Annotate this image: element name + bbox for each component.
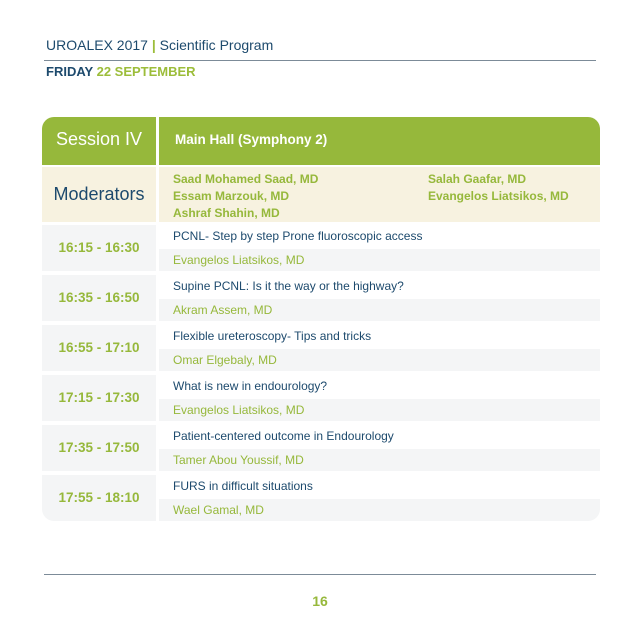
talk-time: 16:15 - 16:30 bbox=[42, 225, 156, 271]
session-label-cell bbox=[42, 117, 156, 165]
talk-time: 16:35 - 16:50 bbox=[42, 275, 156, 321]
session-header-row bbox=[42, 117, 600, 165]
talk-title: PCNL- Step by step Prone fluoroscopic access bbox=[159, 225, 600, 249]
talk-speaker: Evangelos Liatsikos, MD bbox=[159, 399, 600, 421]
talk-row bbox=[42, 425, 600, 471]
talk-title: Patient-centered outcome in Endourology bbox=[159, 425, 600, 449]
talk-time: 16:55 - 17:10 bbox=[42, 325, 156, 371]
document-header bbox=[46, 37, 273, 53]
moderators-label: Moderators bbox=[53, 184, 145, 204]
moderator-name: Saad Mohamed Saad, MD bbox=[173, 172, 319, 186]
talk-time: 17:35 - 17:50 bbox=[42, 425, 156, 471]
talk-speaker: Wael Gamal, MD bbox=[159, 499, 600, 521]
session-hall: Main Hall (Symphony 2) bbox=[175, 132, 328, 147]
moderators-label-cell bbox=[42, 167, 156, 222]
talk-speaker: Evangelos Liatsikos, MD bbox=[159, 249, 600, 271]
talk-row bbox=[42, 375, 600, 421]
day-date: 22 SEPTEMBER bbox=[96, 64, 196, 79]
page-number: 16 bbox=[312, 593, 328, 609]
talk-title: FURS in difficult situations bbox=[159, 475, 600, 499]
moderator-name: Ashraf Shahin, MD bbox=[173, 206, 280, 220]
talk-title: What is new in endourology? bbox=[159, 375, 600, 399]
footer-divider bbox=[44, 574, 596, 575]
talk-row bbox=[42, 325, 600, 371]
day-heading bbox=[46, 64, 196, 79]
header-separator: | bbox=[151, 37, 156, 53]
talk-time: 17:15 - 17:30 bbox=[42, 375, 156, 421]
day-name: FRIDAY bbox=[46, 64, 93, 79]
moderators-row bbox=[42, 167, 600, 222]
talk-speaker: Omar Elgebaly, MD bbox=[159, 349, 600, 371]
talk-row bbox=[42, 475, 600, 521]
talk-rows bbox=[42, 225, 600, 525]
moderators-column-2 bbox=[428, 171, 569, 205]
moderator-name: Evangelos Liatsikos, MD bbox=[428, 189, 569, 203]
talk-title: Flexible ureteroscopy- Tips and tricks bbox=[159, 325, 600, 349]
talk-row bbox=[42, 275, 600, 321]
talk-speaker: Tamer Abou Youssif, MD bbox=[159, 449, 600, 471]
header-divider bbox=[44, 60, 596, 61]
header-subtitle: Scientific Program bbox=[159, 37, 274, 53]
moderators-names-cell bbox=[159, 167, 600, 222]
moderators-column-1 bbox=[173, 171, 318, 222]
moderator-name: Salah Gaafar, MD bbox=[428, 172, 527, 186]
moderator-name: Essam Marzouk, MD bbox=[173, 189, 290, 203]
talk-title: Supine PCNL: Is it the way or the highway? bbox=[159, 275, 600, 299]
talk-speaker: Akram Assem, MD bbox=[159, 299, 600, 321]
talk-row bbox=[42, 225, 600, 271]
session-hall-cell bbox=[159, 117, 600, 165]
talk-time: 17:55 - 18:10 bbox=[42, 475, 156, 521]
session-label: Session IV bbox=[55, 129, 143, 149]
event-name: UROALEX 2017 bbox=[46, 37, 148, 53]
